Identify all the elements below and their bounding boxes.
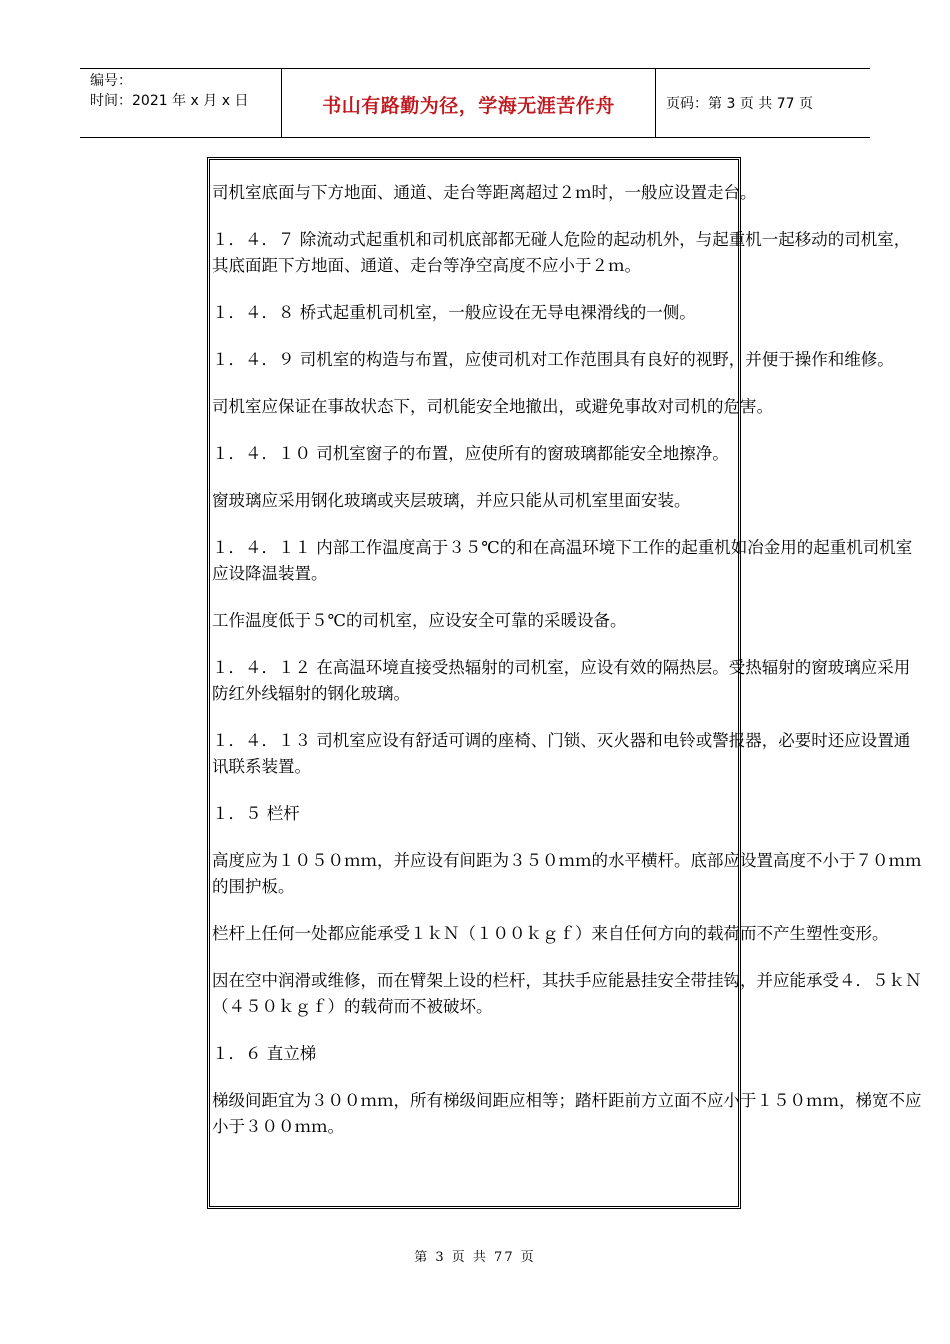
paragraph: １．４．１１ 内部工作温度高于３５℃的和在高温环境下工作的起重机如冶金用的起重机司机室应设降温装置。 bbox=[212, 538, 913, 583]
paragraph: 司机室底面与下方地面、通道、走台等距离超过２ｍ时，一般应设置走台。 bbox=[212, 183, 757, 202]
paragraph: 工作温度低于５℃的司机室，应设安全可靠的采暖设备。 bbox=[212, 611, 627, 630]
paragraph: １．４．１２ 在高温环境直接受热辐射的司机室，应设有效的隔热层。受热辐射的窗玻璃应采用防红外线辐射的钢化玻璃。 bbox=[212, 658, 911, 703]
paragraph: 高度应为１０５０ｍｍ，并应设有间距为３５０ｍｍ的水平横杆。底部应设置高度不小于７０ｍｍ的围护板。 bbox=[212, 851, 922, 896]
document-number-label: 编号： bbox=[90, 73, 132, 89]
header-meta bbox=[90, 71, 248, 111]
paragraph: 梯级间距宜为３００ｍｍ，所有梯级间距应相等；踏杆距前方立面不应小于１５０ｍｍ，梯宽不应小于３００ｍｍ。 bbox=[212, 1091, 922, 1136]
paragraph: １．４．１３ 司机室应设有舒适可调的座椅、门锁、灭火器和电铃或警报器，必要时还应设置通讯联系装置。 bbox=[212, 731, 911, 776]
page-header bbox=[80, 68, 870, 138]
paragraph: 窗玻璃应采用钢化玻璃或夹层玻璃，并应只能从司机室里面安装。 bbox=[212, 491, 691, 510]
paragraph: 司机室应保证在事故状态下，司机能安全地撤出，或避免事故对司机的危害。 bbox=[212, 397, 773, 416]
header-divider bbox=[655, 69, 656, 137]
paragraph: 栏杆上任何一处都应能承受１ｋＮ（１００ｋｇｆ）来自任何方向的载荷而不产生塑性变形。 bbox=[212, 924, 889, 943]
header-motto: 书山有路勤为径，学海无涯苦作舟 bbox=[322, 95, 615, 117]
section-heading: １．５ 栏杆 bbox=[212, 804, 300, 823]
paragraph: 因在空中润滑或维修，而在臂架上设的栏杆，其扶手应能悬挂安全带挂钩，并应能承受４．５ｋＮ（４５０ｋｇｆ）的载荷而不被破坏。 bbox=[212, 971, 922, 1016]
paragraph: １．４．１０ 司机室窗子的布置，应使所有的窗玻璃都能安全地擦净。 bbox=[212, 444, 729, 463]
document-body bbox=[212, 180, 924, 1161]
paragraph: １．４．９ 司机室的构造与布置，应使司机对工作范围具有良好的视野，并便于操作和维修。 bbox=[212, 350, 894, 369]
paragraph: １．４．７ 除流动式起重机和司机底部都无碰人危险的起动机外，与起重机一起移动的司机室，其底面距下方地面、通道、走台等净空高度不应小于２ｍ。 bbox=[212, 230, 911, 275]
section-heading: １．６ 直立梯 bbox=[212, 1044, 317, 1063]
header-page-info: 页码：第 3 页 共 77 页 bbox=[666, 96, 813, 112]
paragraph: １．４．８ 桥式起重机司机室，一般应设在无导电裸滑线的一侧。 bbox=[212, 303, 696, 322]
document-date: 时间：2021 年 x 月 x 日 bbox=[90, 93, 249, 109]
page-footer: 第 3 页 共 77 页 bbox=[414, 1250, 536, 1265]
